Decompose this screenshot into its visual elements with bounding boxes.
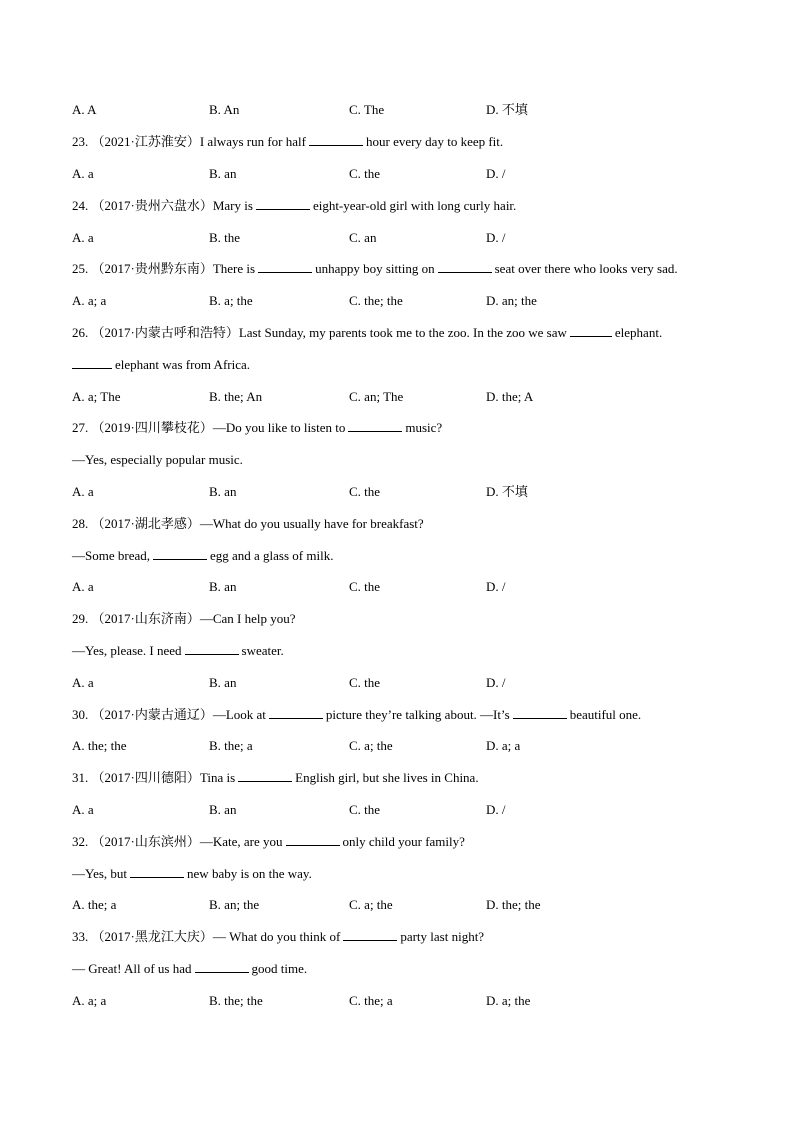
- answer-blank[interactable]: [343, 927, 397, 941]
- question-33: [72, 927, 762, 947]
- stem-text: —Can I help you?: [199, 611, 296, 626]
- options-row-q28: [72, 577, 762, 597]
- stem-text: picture they’re talking about. —It’s: [325, 707, 510, 722]
- answer-blank[interactable]: [258, 259, 312, 273]
- question-number: 27.: [72, 420, 89, 435]
- option-b[interactable]: B. a; the: [209, 293, 253, 308]
- option-c[interactable]: C. the; a: [349, 993, 393, 1008]
- question-number: 30.: [72, 707, 89, 722]
- stem-text: —Yes, especially popular music.: [72, 452, 243, 467]
- option-c[interactable]: C. the: [349, 484, 381, 499]
- option-b[interactable]: B. the; An: [209, 389, 263, 404]
- options-row-q25: [72, 291, 762, 311]
- option-b[interactable]: B. an: [209, 579, 237, 594]
- option-b[interactable]: B. An: [209, 102, 240, 117]
- answer-blank[interactable]: [153, 546, 207, 560]
- option-c[interactable]: C. the; the: [349, 293, 403, 308]
- option-c[interactable]: C. an: [349, 230, 377, 245]
- options-row-q33: [72, 991, 762, 1011]
- option-c[interactable]: C. the: [349, 579, 381, 594]
- question-27-line-2: [72, 450, 762, 470]
- option-d[interactable]: D. /: [486, 579, 506, 594]
- question-source: （2017·内蒙古通辽）: [91, 707, 213, 722]
- question-source: （2017·贵州黔东南）: [91, 261, 213, 276]
- question-number: 31.: [72, 770, 89, 785]
- answer-blank[interactable]: [195, 959, 249, 973]
- option-a[interactable]: A. a: [72, 579, 94, 594]
- question-28: [72, 514, 762, 534]
- option-d[interactable]: D. the; A: [486, 389, 534, 404]
- option-b[interactable]: B. the: [209, 230, 241, 245]
- option-b[interactable]: B. an: [209, 675, 237, 690]
- question-31: [72, 768, 762, 788]
- option-c[interactable]: C. The: [349, 102, 385, 117]
- stem-text: —Some bread,: [72, 548, 150, 563]
- option-d[interactable]: D. the; the: [486, 897, 541, 912]
- stem-text: — What do you think of: [212, 929, 341, 944]
- stem-text: music?: [405, 420, 443, 435]
- options-row-q31: [72, 800, 762, 820]
- question-26: [72, 323, 762, 343]
- answer-blank[interactable]: [185, 641, 239, 655]
- options-row-q22: [72, 100, 762, 120]
- question-24: [72, 196, 762, 216]
- option-b[interactable]: B. an: [209, 802, 237, 817]
- question-23: [72, 132, 762, 152]
- option-c[interactable]: C. an; The: [349, 389, 404, 404]
- option-d[interactable]: D. an; the: [486, 293, 537, 308]
- answer-blank[interactable]: [438, 259, 492, 273]
- option-d[interactable]: D. /: [486, 166, 506, 181]
- option-b[interactable]: B. an: [209, 166, 237, 181]
- question-29-line-2: [72, 641, 762, 661]
- question-number: 29.: [72, 611, 89, 626]
- question-32: [72, 832, 762, 852]
- answer-blank[interactable]: [238, 768, 292, 782]
- stem-text: seat over there who looks very sad.: [494, 261, 678, 276]
- options-row-q32: [72, 895, 762, 915]
- answer-blank[interactable]: [348, 418, 402, 432]
- option-c[interactable]: C. the: [349, 166, 381, 181]
- question-source: （2017·黑龙江大庆）: [91, 929, 213, 944]
- stem-text: party last night?: [400, 929, 485, 944]
- option-b[interactable]: B. the; the: [209, 993, 263, 1008]
- answer-blank[interactable]: [72, 355, 112, 369]
- option-d[interactable]: D. 不填: [486, 102, 528, 117]
- option-d[interactable]: D. a; the: [486, 993, 531, 1008]
- option-d[interactable]: D. 不填: [486, 484, 528, 499]
- stem-text: There is: [212, 261, 256, 276]
- option-d[interactable]: D. /: [486, 230, 506, 245]
- stem-text: Mary is: [212, 198, 253, 213]
- answer-blank[interactable]: [513, 705, 567, 719]
- question-26-line-2: [72, 355, 762, 375]
- option-a[interactable]: A. the; the: [72, 738, 127, 753]
- stem-text: hour every day to keep fit.: [365, 134, 504, 149]
- option-b[interactable]: B. an; the: [209, 897, 260, 912]
- options-row-q27: [72, 482, 762, 502]
- question-source: （2017·山东济南）: [91, 611, 200, 626]
- option-b[interactable]: B. the; a: [209, 738, 253, 753]
- answer-blank[interactable]: [309, 132, 363, 146]
- stem-text: elephant was from Africa.: [115, 357, 251, 372]
- option-d[interactable]: D. a; a: [486, 738, 521, 753]
- stem-text: new baby is on the way.: [187, 866, 312, 881]
- option-a[interactable]: A. a; a: [72, 293, 107, 308]
- stem-text: —Yes, please. I need: [72, 643, 182, 658]
- question-number: 33.: [72, 929, 89, 944]
- question-27: [72, 418, 762, 438]
- answer-blank[interactable]: [570, 323, 612, 337]
- answer-blank[interactable]: [269, 705, 323, 719]
- option-a[interactable]: A. a: [72, 166, 94, 181]
- answer-blank[interactable]: [286, 832, 340, 846]
- stem-text: Tina is: [199, 770, 236, 785]
- options-row-q24: [72, 228, 762, 248]
- stem-text: — Great! All of us had: [72, 961, 192, 976]
- option-d[interactable]: D. /: [486, 802, 506, 817]
- stem-text: —What do you usually have for breakfast?: [199, 516, 424, 531]
- question-source: （2017·贵州六盘水）: [91, 198, 213, 213]
- options-row-q23: [72, 164, 762, 184]
- option-d[interactable]: D. /: [486, 675, 506, 690]
- question-number: 25.: [72, 261, 89, 276]
- option-a[interactable]: A. a: [72, 675, 94, 690]
- option-c[interactable]: C. the: [349, 802, 381, 817]
- stem-text: beautiful one.: [569, 707, 642, 722]
- option-a[interactable]: A. a: [72, 802, 94, 817]
- question-source: （2019·四川攀枝花）: [91, 420, 213, 435]
- answer-blank[interactable]: [256, 196, 310, 210]
- option-a[interactable]: A. a: [72, 484, 94, 499]
- question-number: 24.: [72, 198, 89, 213]
- stem-text: elephant.: [614, 325, 663, 340]
- option-c[interactable]: C. a; the: [349, 897, 393, 912]
- question-number: 23.: [72, 134, 89, 149]
- stem-text: unhappy boy sitting on: [315, 261, 435, 276]
- options-row-q29: [72, 673, 762, 693]
- question-33-line-2: [72, 959, 762, 979]
- option-c[interactable]: C. a; the: [349, 738, 393, 753]
- options-row-q30: [72, 736, 762, 756]
- option-a[interactable]: A. a: [72, 230, 94, 245]
- stem-text: —Kate, are you: [199, 834, 283, 849]
- stem-text: Last Sunday, my parents took me to the zoo. In the zoo we saw: [238, 325, 567, 340]
- stem-text: English girl, but she lives in China.: [295, 770, 479, 785]
- stem-text: —Look at: [212, 707, 266, 722]
- question-source: （2021·江苏淮安）: [91, 134, 200, 149]
- question-28-line-2: [72, 546, 762, 566]
- stem-text: egg and a glass of milk.: [209, 548, 334, 563]
- stem-text: —Yes, but: [72, 866, 128, 881]
- option-a[interactable]: A. a; a: [72, 993, 107, 1008]
- stem-text: —Do you like to listen to: [212, 420, 346, 435]
- question-source: （2017·四川德阳）: [91, 770, 200, 785]
- option-c[interactable]: C. the: [349, 675, 381, 690]
- option-a[interactable]: A. a; The: [72, 389, 121, 404]
- question-source: （2017·内蒙古呼和浩特）: [91, 325, 239, 340]
- answer-blank[interactable]: [130, 864, 184, 878]
- question-30: [72, 705, 762, 725]
- stem-text: I always run for half: [199, 134, 306, 149]
- question-number: 32.: [72, 834, 89, 849]
- question-32-line-2: [72, 864, 762, 884]
- option-a[interactable]: A. the; a: [72, 897, 117, 912]
- options-row-q26: [72, 387, 762, 407]
- option-a[interactable]: A. A: [72, 102, 97, 117]
- stem-text: eight-year-old girl with long curly hair.: [312, 198, 517, 213]
- option-b[interactable]: B. an: [209, 484, 237, 499]
- question-source: （2017·山东滨州）: [91, 834, 200, 849]
- stem-text: sweater.: [241, 643, 284, 658]
- stem-text: good time.: [251, 961, 308, 976]
- question-29: [72, 609, 762, 629]
- question-source: （2017·湖北孝感）: [91, 516, 200, 531]
- question-number: 28.: [72, 516, 89, 531]
- stem-text: only child your family?: [342, 834, 465, 849]
- question-25: [72, 259, 762, 279]
- question-number: 26.: [72, 325, 89, 340]
